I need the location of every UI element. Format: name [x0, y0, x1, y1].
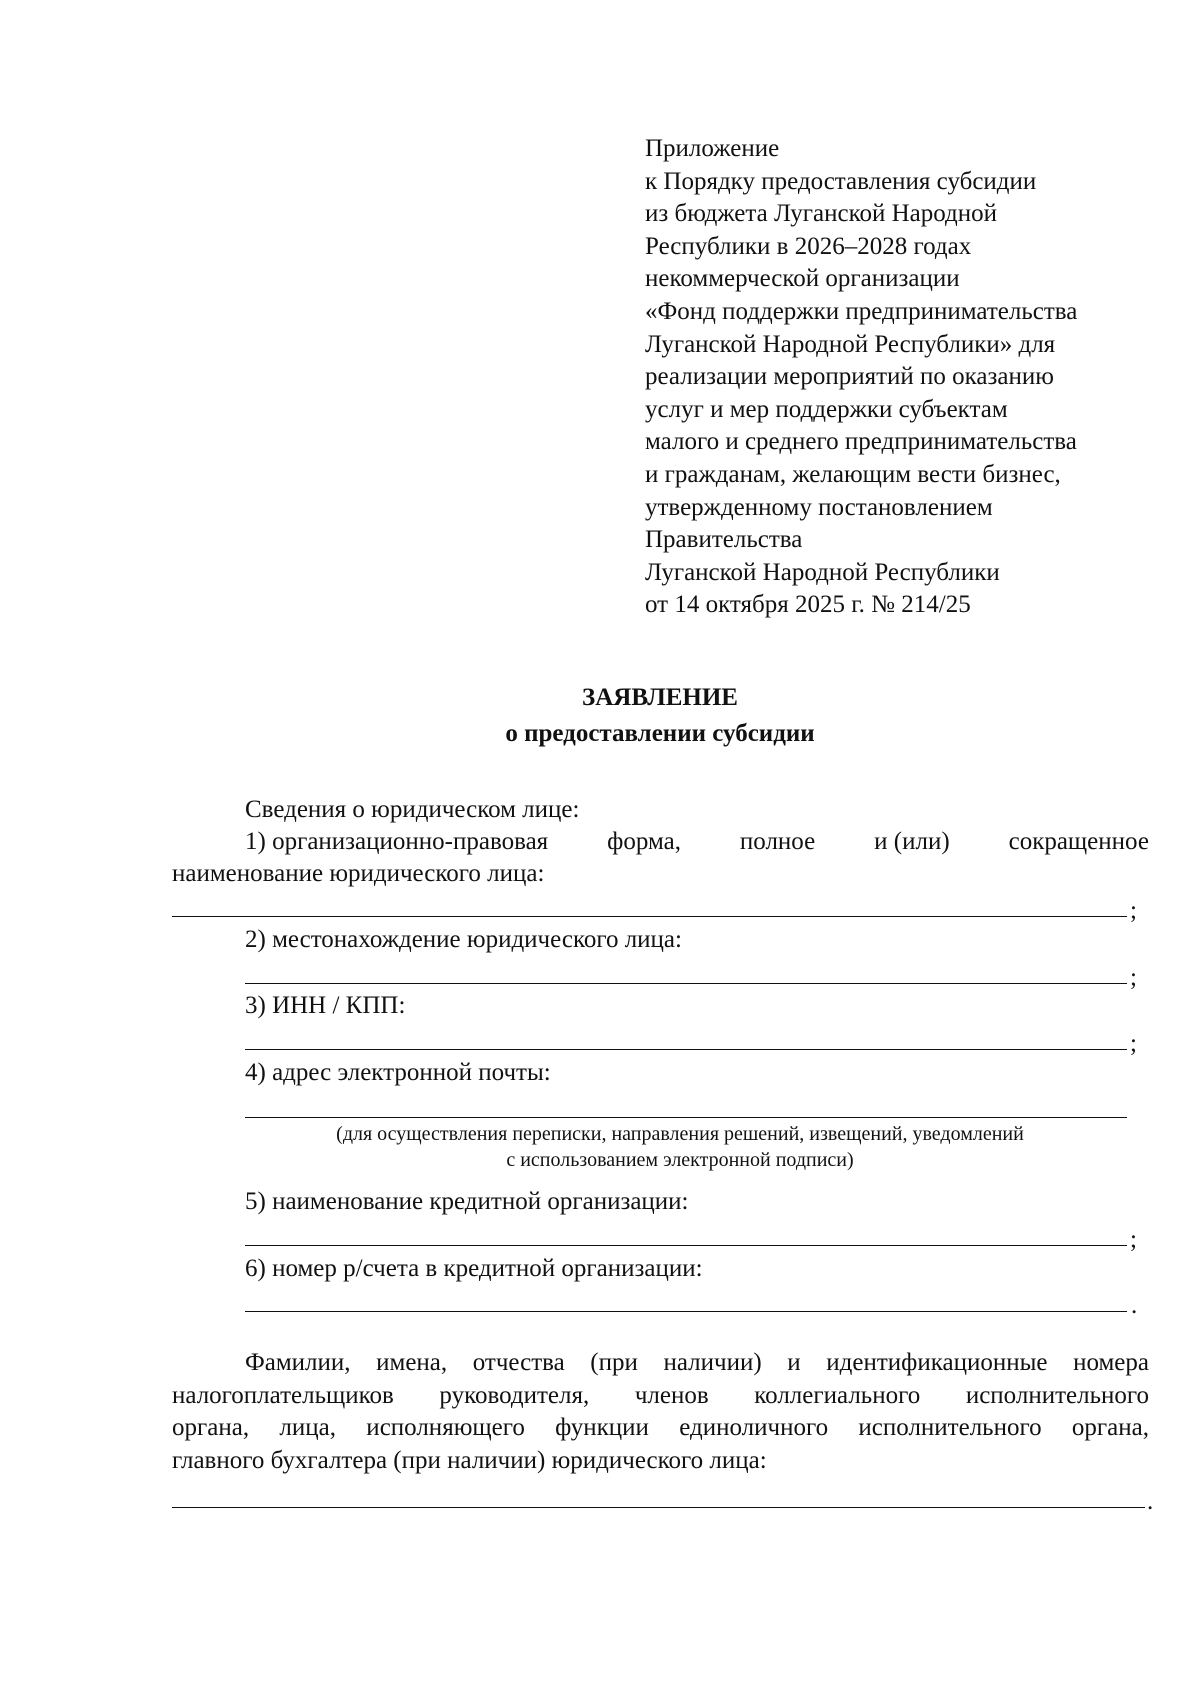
- item2-label: 2) местонахождение юридического лица:: [245, 926, 682, 953]
- document-title: ЗАЯВЛЕНИЕ: [582, 684, 738, 711]
- appendix-line: Луганской Народной Республики» для: [645, 330, 1056, 358]
- item4-note-line: с использованием электронной подписи): [506, 1149, 854, 1171]
- officials-paragraph: [172, 1347, 1149, 1477]
- officials-blank-line[interactable]: [172, 1507, 1145, 1508]
- appendix-line: услуг и мер поддержки субъектам: [645, 395, 1008, 423]
- appendix-line: Правительства: [645, 526, 803, 554]
- appendix-line: и гражданам, желающим вести бизнес,: [645, 460, 1061, 488]
- appendix-line: Республики в 2026–2028 годах: [645, 232, 972, 260]
- appendix-line: из бюджета Луганской Народной: [645, 200, 998, 228]
- item5-label: 5) наименование кредитной организации:: [245, 1188, 689, 1215]
- item1-semicolon: ;: [1130, 897, 1137, 924]
- item4-label: 4) адрес электронной почты:: [245, 1059, 551, 1086]
- appendix-line: малого и среднего предпринимательства: [645, 428, 1077, 456]
- appendix-block: [645, 133, 1165, 622]
- appendix-line: «Фонд поддержки предпринимательства: [645, 297, 1078, 325]
- item6-blank-line[interactable]: [245, 1311, 1127, 1312]
- item3-semicolon: ;: [1130, 1030, 1137, 1057]
- appendix-line: от 14 октября 2025 г. № 214/25: [645, 591, 971, 619]
- item4-note-line: (для осуществления переписки, направления решений, извещений, уведомлений: [336, 1123, 1024, 1145]
- officials-line: Фамилии, имена, отчества (при наличии) и идентификационные номера: [245, 1349, 1149, 1376]
- item1-label: [172, 826, 1149, 858]
- item1-blank-line[interactable]: [172, 916, 1127, 917]
- section-intro: Сведения о юридическом лице:: [245, 796, 580, 823]
- document-heading: [0, 680, 1200, 752]
- item2-semicolon: ;: [1130, 964, 1137, 991]
- item1-word: и (или): [874, 828, 950, 855]
- appendix-line: утвержденному постановлением: [645, 493, 993, 521]
- document-subtitle: о предоставлении субсидии: [505, 720, 815, 747]
- item5-semicolon: ;: [1130, 1226, 1137, 1253]
- officials-line: налогоплательщиков руководителя, членов коллегиального исполнительного: [172, 1381, 1149, 1409]
- appendix-line: к Порядку предоставления субсидии: [645, 167, 1037, 195]
- officials-line: главного бухгалтера (при наличии) юридического лица:: [172, 1446, 767, 1474]
- officials-line: органа, лица, исполняющего функции единоличного исполнительного органа,: [172, 1414, 1149, 1442]
- item3-blank-line[interactable]: [245, 1049, 1127, 1050]
- officials-period: .: [1147, 1488, 1154, 1515]
- item2-blank-line[interactable]: [245, 983, 1127, 984]
- item1-word: форма,: [607, 828, 681, 855]
- appendix-line: реализации мероприятий по оказанию: [645, 363, 1054, 391]
- item1-word: сокращенное: [1008, 828, 1149, 855]
- item3-label: 3) ИНН / КПП:: [245, 992, 406, 1019]
- item1-word: 1) организационно-правовая: [245, 828, 549, 855]
- item4-blank-line[interactable]: [245, 1117, 1127, 1118]
- item6-period: .: [1131, 1292, 1138, 1319]
- item4-note: [240, 1121, 1120, 1173]
- appendix-line: Луганской Народной Республики: [645, 558, 1000, 586]
- item1-word: полное: [739, 828, 816, 855]
- item1-label-cont: наименование юридического лица:: [172, 860, 545, 887]
- item6-label: 6) номер р/счета в кредитной организации:: [245, 1255, 703, 1282]
- appendix-line: Приложение: [645, 135, 780, 162]
- appendix-line: некоммерческой организации: [645, 265, 960, 293]
- item5-blank-line[interactable]: [245, 1245, 1127, 1246]
